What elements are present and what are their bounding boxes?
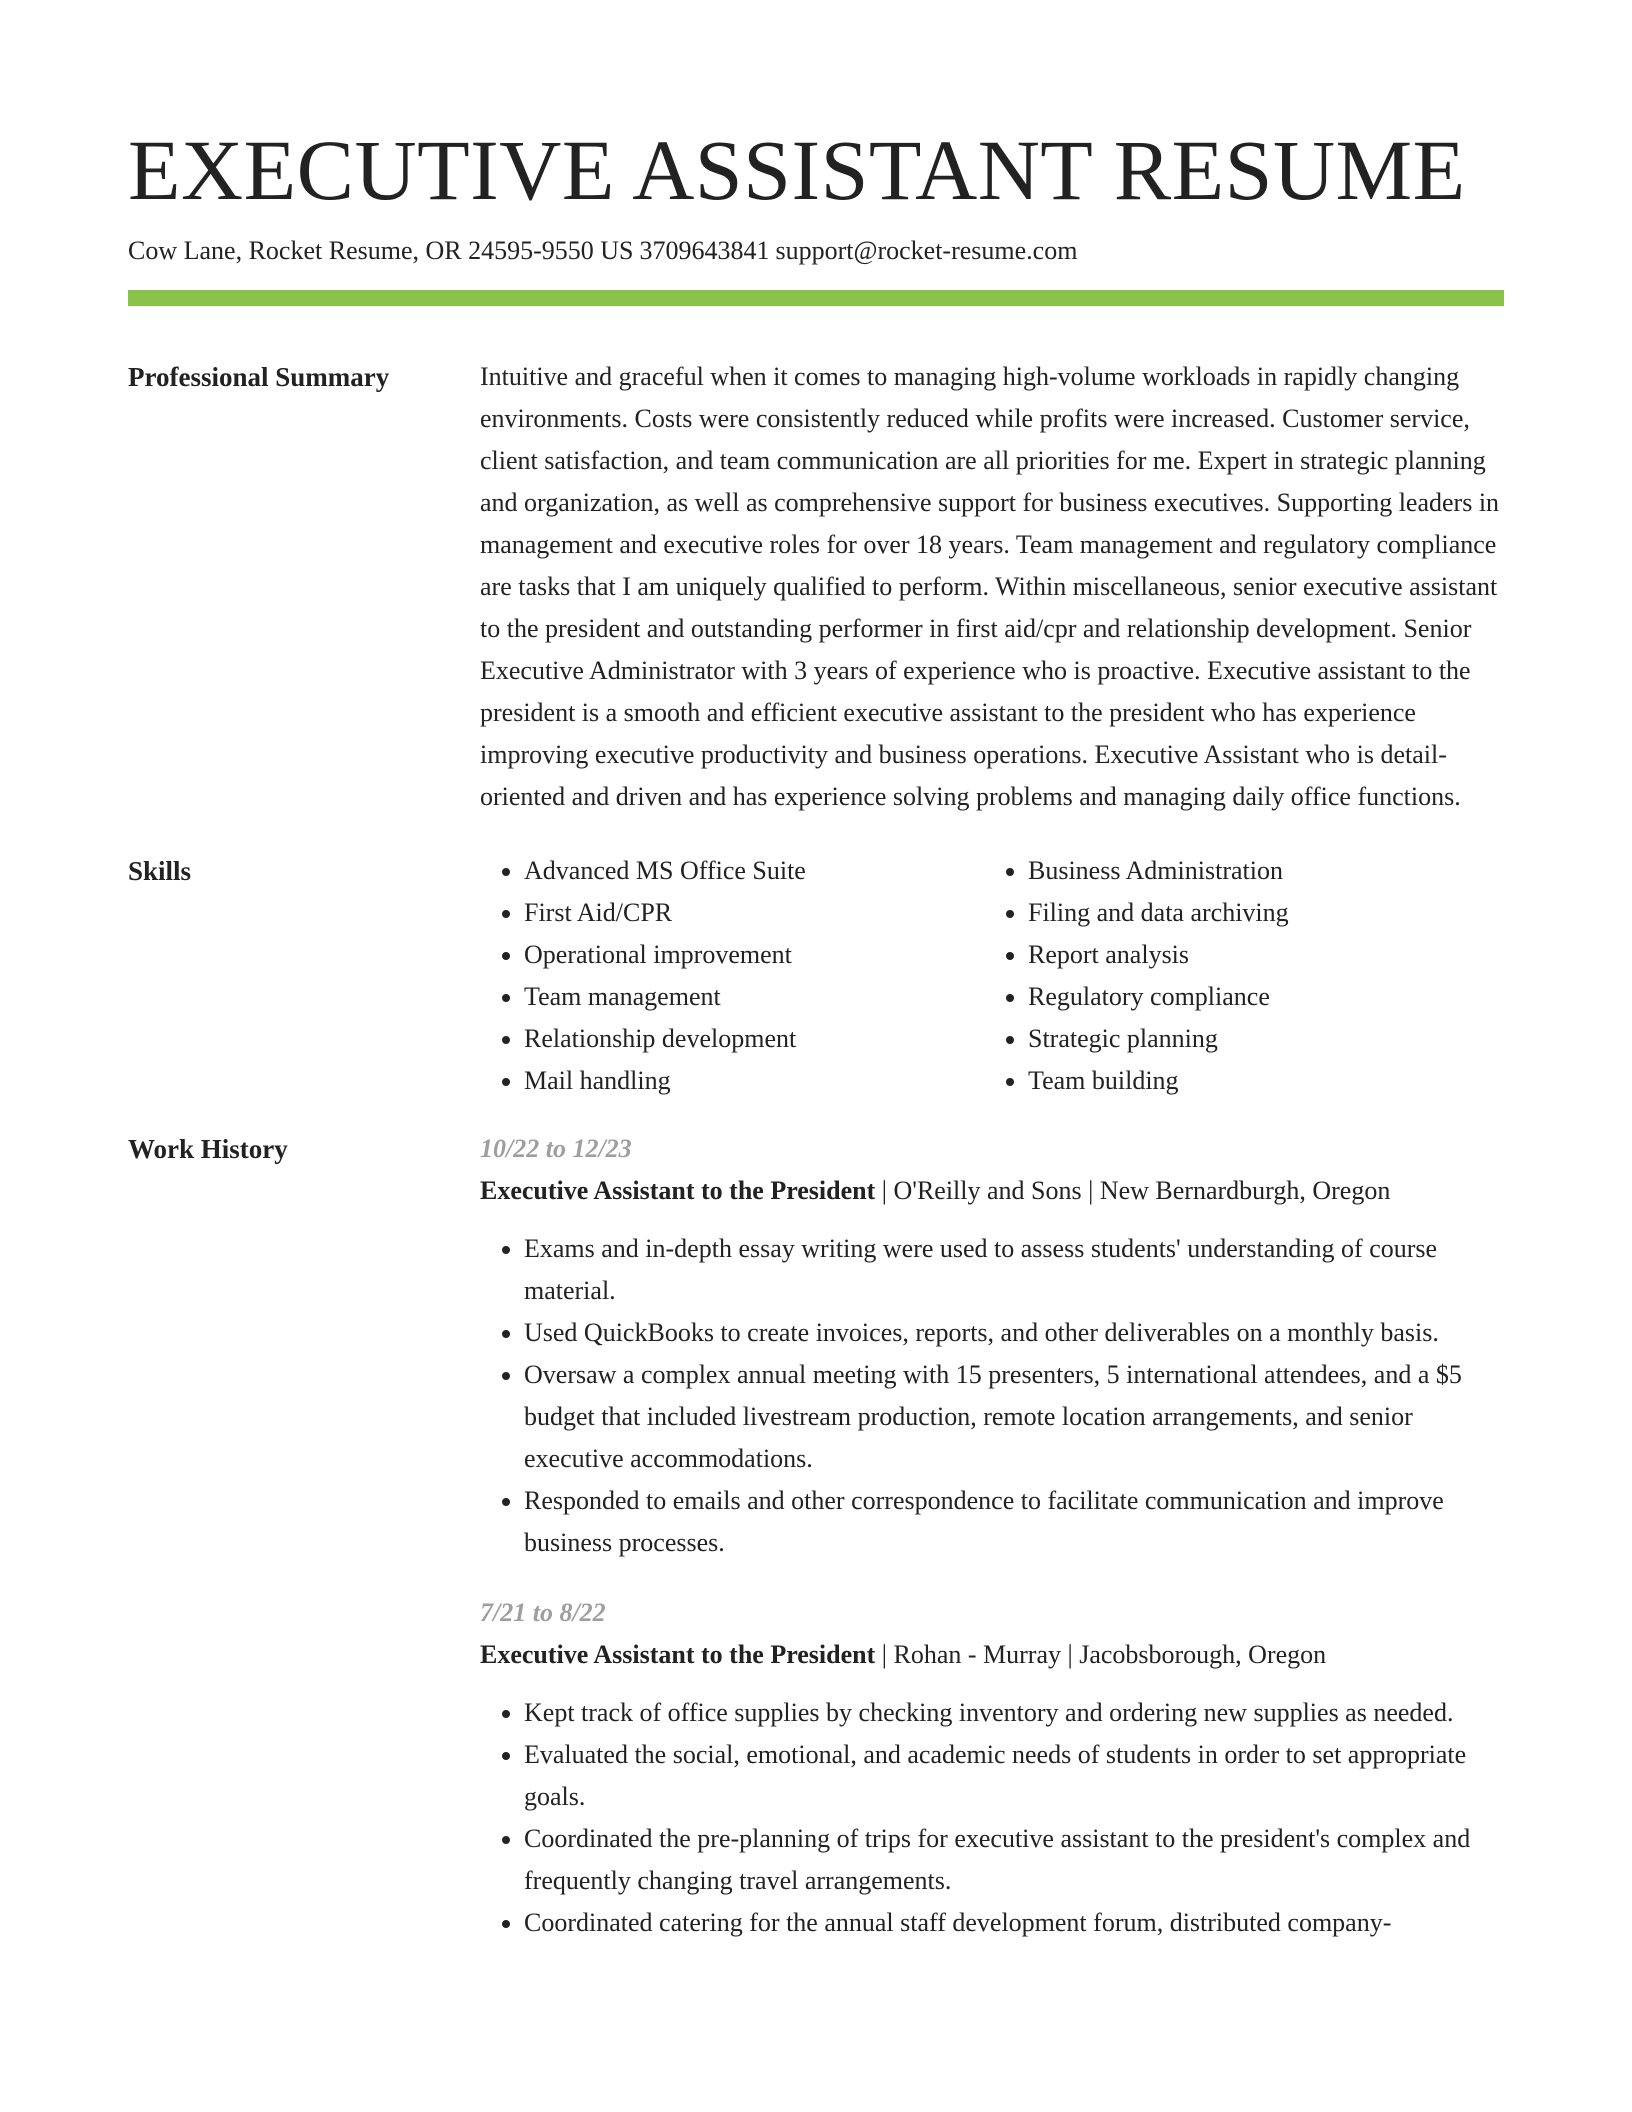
job-entry: [480, 1128, 1504, 1564]
job-bullet: • Kept track of office supplies by checking inventory and ordering new supplies as needed.: [524, 1692, 1504, 1734]
resume-title: EXECUTIVE ASSISTANT RESUME: [128, 122, 1466, 218]
job-title: Executive Assistant to the President: [480, 1640, 876, 1669]
job-dates: 10/22 to 12/23: [480, 1134, 632, 1163]
job-employer-location: | O'Reilly and Sons | New Bernardburgh, Oregon: [881, 1176, 1391, 1205]
skill-item: • Relationship development: [524, 1018, 984, 1060]
skills-list-left: [480, 850, 984, 1102]
skill-item: • Mail handling: [524, 1060, 984, 1102]
job-entry: [480, 1592, 1504, 1944]
skill-item: • Team management: [524, 976, 984, 1018]
skill-item: • Operational improvement: [524, 934, 984, 976]
contact-email: support@rocket-resume.com: [775, 236, 1078, 265]
job-bullet: • Oversaw a complex annual meeting with 15 presenters, 5 international attendees, and a $5 budget that included livestream production, remote location arrangements, and senior executive accommodations.: [524, 1354, 1504, 1480]
skill-item: • Report analysis: [1028, 934, 1488, 976]
skills-body: [480, 850, 1504, 1102]
job-responsibilities: [480, 1228, 1504, 1564]
job-bullet: • Coordinated catering for the annual staff development forum, distributed company-: [524, 1902, 1504, 1944]
job-header: [480, 1170, 1504, 1212]
job-dates: 7/21 to 8/22: [480, 1598, 606, 1627]
summary-section: [128, 356, 1504, 818]
resume-page: [128, 0, 1504, 1972]
job-employer-location: | Rohan - Murray | Jacobsborough, Oregon: [881, 1640, 1327, 1669]
job-bullet: • Used QuickBooks to create invoices, reports, and other deliverables on a monthly basis.: [524, 1312, 1504, 1354]
skill-item: • Team building: [1028, 1060, 1488, 1102]
skill-item: • Advanced MS Office Suite: [524, 850, 984, 892]
skills-grid: [480, 850, 1504, 1102]
summary-body: [480, 356, 1504, 818]
skill-item: • Regulatory compliance: [1028, 976, 1488, 1018]
contact-phone: 3709643841: [639, 236, 770, 265]
skill-item: • Business Administration: [1028, 850, 1488, 892]
work-history-label: Work History: [128, 1134, 288, 1164]
job-bullet: • Exams and in-depth essay writing were used to assess students' understanding of course material.: [524, 1228, 1504, 1312]
skills-list-right: [984, 850, 1488, 1102]
job-title: Executive Assistant to the President: [480, 1176, 876, 1205]
job-responsibilities: [480, 1692, 1504, 1944]
job-bullet: • Evaluated the social, emotional, and academic needs of students in order to set appropriate goals.: [524, 1734, 1504, 1818]
skill-item: • Filing and data archiving: [1028, 892, 1488, 934]
summary-label: Professional Summary: [128, 362, 390, 392]
work-history-body: [480, 1128, 1504, 1972]
work-history-section: [128, 1128, 1504, 1972]
contact-line: [128, 234, 1504, 268]
summary-text: Intuitive and graceful when it comes to managing high-volume workloads in rapidly changing environments. Costs were consistently reduced while profits were increased. Customer service, client satisfaction, and team communication are all priorities for me. Expert in strategic planning and organization, as well as comprehensive support for business executives. Supporting leaders in management and executive roles for over 18 years. Team management and regulatory compliance are tasks that I am uniquely qualified to perform. Within miscellaneous, senior executive assistant to the president and outstanding performer in first aid/cpr and relationship development. Senior Executive Administrator with 3 years of experience who is proactive. Executive assistant to the president is a smooth and efficient executive assistant to the president who has experience improving executive productivity and business operations. Executive Assistant who is detail-oriented and driven and has experience solving problems and managing daily office functions.: [480, 362, 1500, 811]
header-accent-bar: [128, 290, 1504, 306]
contact-address: Cow Lane, Rocket Resume, OR 24595-9550 US: [128, 236, 634, 265]
skill-item: • Strategic planning: [1028, 1018, 1488, 1060]
job-header: [480, 1634, 1504, 1676]
skills-label: Skills: [128, 856, 192, 886]
skills-section: [128, 850, 1504, 1102]
job-bullet: • Coordinated the pre-planning of trips for executive assistant to the president's complex and frequently changing travel arrangements.: [524, 1818, 1504, 1902]
job-bullet: • Responded to emails and other correspondence to facilitate communication and improve business processes.: [524, 1480, 1504, 1564]
skill-item: • First Aid/CPR: [524, 892, 984, 934]
